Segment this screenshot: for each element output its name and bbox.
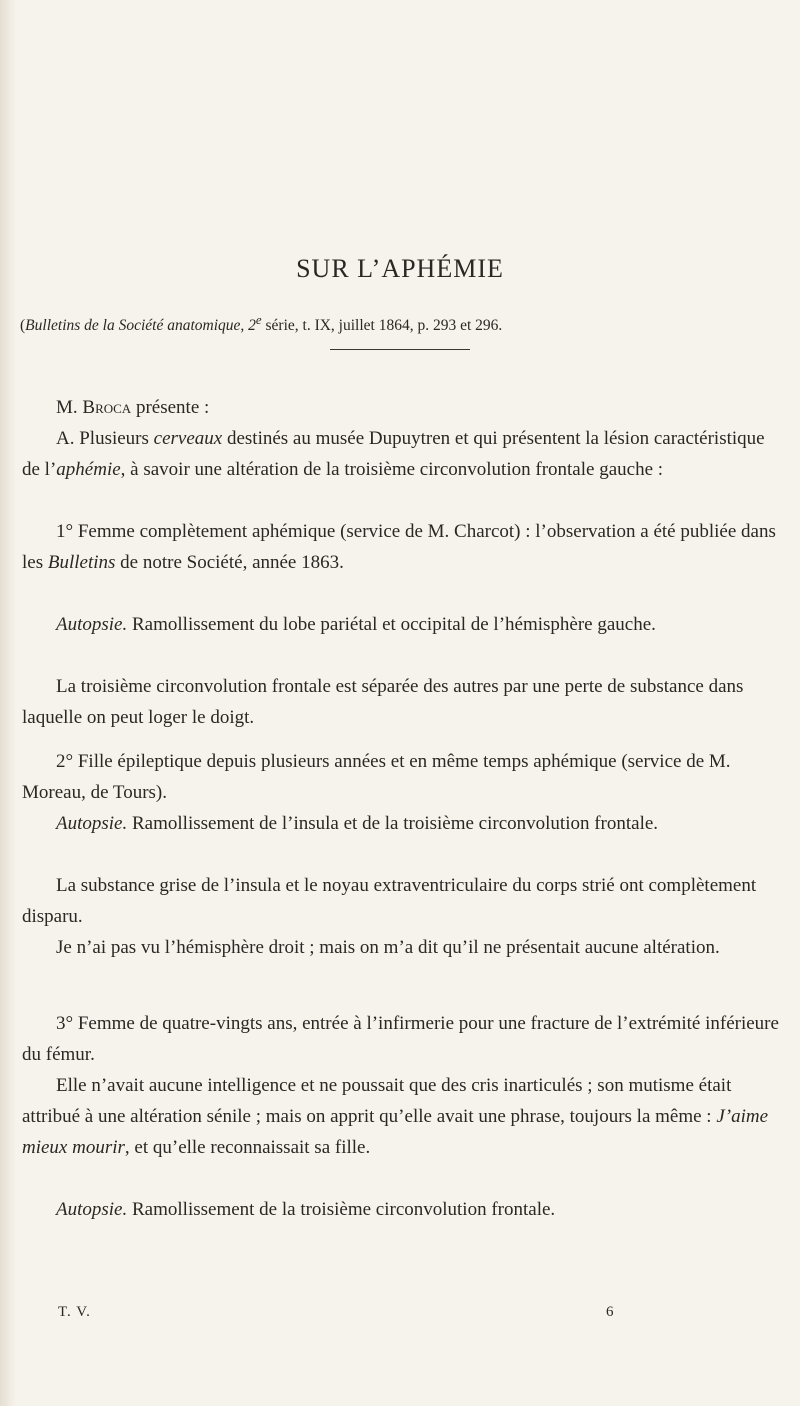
para-a-text-3: , à savoir une altération de la troisième circonvolution frontale gauche : [120, 459, 664, 480]
source-citation [20, 312, 798, 335]
case-1-autopsy-label: Autopsie. [56, 614, 128, 635]
page-title: SUR L’APHÉMIE [296, 254, 504, 283]
case-3-autopsy-label: Autopsie. [56, 1199, 128, 1220]
citation-superscript: e [255, 312, 262, 327]
intro-line [22, 392, 782, 423]
case-1-obs-end: de notre Société, année 1863. [115, 552, 344, 573]
para-a-text-1: A. Plusieurs [56, 428, 154, 449]
author-name: Broca [82, 397, 132, 418]
footer-signature: 6 [606, 1304, 615, 1320]
para-a-cerveaux: cerveaux [153, 428, 223, 449]
case-2-autopsy-label: Autopsie. [56, 813, 128, 834]
intro-rest: présente : [131, 397, 210, 418]
separator-rule [330, 349, 470, 350]
case-3-quote: J’aime mieux mourir [22, 1106, 769, 1158]
case-2-note-1: La substance grise de l’insula et le noyau extraventriculaire du corps strié ont complètement disparu. [22, 875, 757, 927]
citation-journal: Bulletins de la Société anatomique, 2 [25, 317, 256, 335]
case-1-observation [22, 516, 782, 578]
case-3-note-text: Elle n’avait aucune intelligence et ne poussait que des cris inarticulés ; son mutisme était attribué à une altération sénile ; mais on apprit qu’elle avait une phrase, toujours la même : [22, 1075, 732, 1127]
case-3-autopsy [22, 1194, 782, 1225]
case-1-note: La troisième circonvolution frontale est séparée des autres par une perte de substance dans laquelle on peut loger le doigt. [22, 676, 744, 728]
case-3-autopsy-text: Ramollissement de la troisième circonvolution frontale. [127, 1199, 556, 1220]
case-3-observation: 3° Femme de quatre-vingts ans, entrée à l’infirmerie pour une fracture de l’extrémité inférieure du fémur. [22, 1013, 779, 1065]
para-a-aphemie: aphémie [56, 459, 121, 480]
citation-open-paren: ( [20, 317, 26, 335]
case-2-observation: 2° Fille épileptique depuis plusieurs années et en même temps aphémique (service de M. Moreau, de Tours). [22, 751, 731, 803]
case-1-obs-text: 1° Femme complètement aphémique (service de M. Charcot) : l’observation a été publiée dans les [22, 521, 776, 573]
footer-volume: T. V. [58, 1304, 91, 1320]
intro-title: M. [56, 397, 83, 418]
case-2-note-2: Je n’ai pas vu l’hémisphère droit ; mais on m’a dit qu’il ne présentait aucune altération. [56, 937, 720, 958]
case-3-note [22, 1070, 782, 1163]
case-2-autopsy [22, 808, 782, 839]
citation-details: série, t. IX, juillet 1864, p. 293 et 296. [261, 317, 503, 335]
case-1-autopsy-text: Ramollissement du lobe pariétal et occipital de l’hémisphère gauche. [127, 614, 656, 635]
case-3-note-end: , et qu’elle reconnaissait sa fille. [124, 1137, 371, 1158]
case-1-autopsy [22, 609, 782, 640]
paragraph-a [22, 423, 782, 485]
page-edge-shadow [0, 0, 16, 1406]
case-2-autopsy-text: Ramollissement de l’insula et de la troisième circonvolution frontale. [127, 813, 659, 834]
para-a-text-2: destinés au musée Dupuytren et qui présentent la lésion caractéristique de l’ [22, 428, 765, 480]
case-1-bulletins: Bulletins [47, 552, 116, 573]
